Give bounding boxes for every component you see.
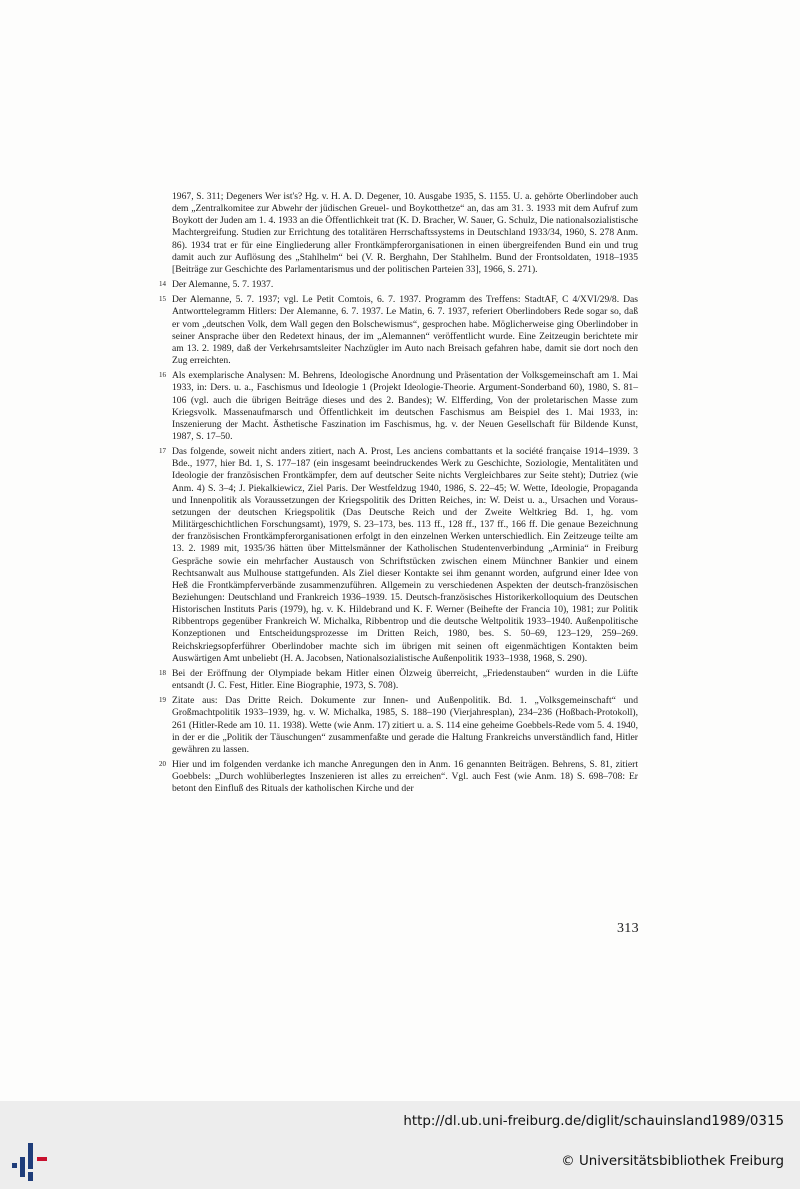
footnote-17 (159, 446, 641, 665)
permalink-url[interactable]: http://dl.ub.uni-freiburg.de/diglit/schauinsland1989/0315 (403, 1114, 784, 1129)
footnote-text: Der Alemanne, 5. 7. 1937; vgl. Le Petit Comtois, 6. 7. 1937. Programm des Treffens: StadtAF, C 4/XVI/29/8. Das Antworttelegramm Hitlers: Der Alemanne, 6. 7. 1937. Le Matin, 6. 7. 1937, referiert Oberlindobers Rede sogar so, daß er vom „deutschen Volk, dem Wall gegen den Bolschewismus“, gesprochen habe. Möglicherweise ging Oberlindober in seiner Ansprache über den Redetext hinaus, der im „Alemannen“ veröffentlicht wurde. Eine Zeitzeugin berichtete mir am 13. 2. 1989, daß der Verkehrsamtsleiter Nachzügler im Auto nach Breisach gefahren habe, damit sie dort noch den Zug erreichten. (172, 294, 641, 367)
footnote-text: Als exemplarische Analysen: M. Behrens, Ideologische Anordnung und Präsentation der Volksgemeinschaft am 1. Mai 1933, in: Ders. u. a., Faschismus und Ideologie 1 (Projekt Ideologie-Theorie. Argument-Sonderband 60), 1980, S. 81–106 (vgl. auch die übrigen Beiträge dieses und des 2. Bandes); W. Elfferding, Von der proletarischen Masse zum Kriegsvolk. Massenaufmarsch und Öffentlichkeit im deutschen Faschismus am Beispiel des 1. Mai 1933, in: Inszenierung der Macht. Ästhetische Faszination im Faschismus, hg. v. der Neuen Gesellschaft für Bildende Kunst, 1987, S. 17–50. (172, 370, 641, 442)
footnote-text: Der Alemanne, 5. 7. 1937. (172, 279, 274, 291)
footnote-text: Zitate aus: Das Dritte Reich. Dokumente zur Innen- und Außenpolitik. Bd. 1. „Volksgemeinschaft“ und Großmachtpolitik 1933–1939, hg. v. W. Michalka, 1985, S. 188–190 (Vierjahresplan), 234–236 (Hoßbach-Protokoll), 261 (Hitler-Rede am 10. 11. 1938). Wette (wie Anm. 17) zitiert u. a. S. 114 eine geheime Goebbels-Rede vom 5. 4. 1940, in der er die „Politik der Täuschungen“ zusammenfaßte und gerade die Haltung Frankreichs unverständlich fand, Hitler gewähren zu lassen. (172, 695, 641, 755)
footnotes (159, 191, 641, 799)
footnote-number: 20 (159, 760, 166, 769)
footnote-14 (159, 279, 638, 291)
footnote-18 (159, 667, 641, 692)
page-number: 313 (617, 921, 639, 936)
logo-graphic (10, 1141, 52, 1183)
viewer-footer (0, 1101, 800, 1189)
footnote-number: 18 (159, 668, 166, 677)
footnote-text: Bei der Eröffnung der Olympiade bekam Hitler einen Ölzweig überreicht, „Friedenstauben“ wurden in die Lüfte entsandt (J. C. Fest, Hitler. Eine Biographie, 1973, S. 708). (172, 667, 641, 692)
footnote-20 (159, 759, 641, 795)
footnote-16 (159, 370, 641, 443)
footnote-15 (159, 294, 641, 367)
footnote-continuation (172, 191, 641, 276)
footnote-number: 17 (159, 447, 166, 456)
footnote-number: 14 (159, 280, 166, 289)
footnote-text: Hier und im folgenden verdanke ich manche Anregungen den in Anm. 16 genannten Beiträgen. Behrens, S. 81, zitiert Goebbels: „Durch wohlüberlegtes Inszenieren ist alles zu erreichen“. Vgl. auch Fest (wie Anm. 18) S. 698–708: Er betont den Einfluß des Rituals der katholischen Kirche und der (172, 759, 641, 795)
footnote-number: 19 (159, 696, 166, 705)
ub-freiburg-logo-icon[interactable] (10, 1141, 52, 1183)
copyright-notice: © Universitätsbibliothek Freiburg (561, 1154, 784, 1169)
footnote-number: 15 (159, 295, 166, 304)
footnote-text: Das folgende, soweit nicht anders zitiert, nach A. Prost, Les anciens combattants et la société française 1914–1939. 3 Bde., 1977, hier Bd. 1, S. 177–187 (ein insgesamt beeindruckendes Werk zu Geschichte, Soziologie, Mentalitäten und Ideologie der französischen Frontkämpfer, dem auf deutscher Seite nichts Vergleichbares zur Seite steht); Dutriez (wie Anm. 4) S. 3–4; J. Piekalkiewicz, Ziel Paris. Der Westfeldzug 1940, 1986, S. 22–45; W. Wette, Ideologie, Propaganda und Innenpolitik als Voraussetzungen der Kriegspolitik des Dritten Reiches, in: W. Deist u. a., Ursachen und Voraussetzungen der deutschen Kriegspolitik (Das Deutsche Reich und der Zweite Weltkrieg Bd. 1, hg. vom Militärgeschichtlichen Forschungsamt), 1979, S. 23–173, bes. 113 ff., 128 ff., 137 ff., 166 ff. Die genaue Bezeichnung der französischen Frontkämpferorganisationen erfolgt in den einzelnen Werken unterschiedlich. Ein Zeitzeuge teilte am 13. 2. 1989 mit, 1935/36 hätten über Mittelsmänner der Katholischen Studentenverbindung „Arminia“ in Freiburg Gespräche sowie ein mehrfacher Austausch von Schriftstücken zwischen einem Münchner Bankier und einem Rechtsanwalt aus Mulhouse stattgefunden. Als Ziel dieser Kontakte sei ihm genannt worden, aufgrund einer Idee von Heß die Frontkämpferverbände zusammenzuführen. Allgemein zu verschiedenen Aspekten der deutsch-französischen Beziehungen: Deutschland und Frankreich 1936–1939. 15. Deutsch-französisches Historikerkolloquium des Deutschen Historischen Instituts Paris (1979), hg. v. K. Hildebrand und K. F. Werner (Beihefte der Francia 10), 1981; zur Politik Ribbentrops gegenüber Frankreich W. Michalka, Ribbentrop und die deutsche Weltpolitik 1933–1940. Außenpolitische Konzeptionen und Entscheidungsprozesse im Dritten Reich, 1980, bes. S. 50–69, 123–129, 259–269. Reichskriegsopferführer Oberlindober machte sich im übrigen mit seinen oft eigenmächtigen Kontakten beim Auswärtigen Amt unbeliebt (H. A. Jacobsen, Nationalsozialistische Außenpolitik 1933–1938, 1968, S. 290). (172, 446, 641, 664)
footnote-number: 16 (159, 371, 166, 380)
footnote-text: 1967, S. 311; Degeners Wer ist's? Hg. v. H. A. D. Degener, 10. Ausgabe 1935, S. 1155. U. a. gehörte Oberlindober auch dem „Zentralkomitee zur Abwehr der jüdischen Greuel- und Boykotthetze“ an, das am 31. 3. 1933 mit dem Aufruf zum Boykott der Juden am 1. 4. 1933 an die Öffentlichkeit trat (K. D. Bracher, W. Sauer, G. Schulz, Die nationalsozialistische Machtergreifung. Studien zur Errichtung des totalitären Herrschaftssystems in Deutschland 1933/34, 1960, S. 278 Anm. 86). 1934 trat er für eine Eingliederung aller Frontkämpferorganisationen in einen übergreifenden Bund ein und trug damit auch zur Auflösung des „Stahlhelm“ bei (V. R. Berghahn, Der Stahlhelm. Bund der Frontsoldaten, 1918–1935 [Beiträge zur Geschichte des Parlamentarismus und der politischen Parteien 33], 1966, S. 271). (172, 191, 641, 275)
footnote-19 (159, 695, 641, 756)
